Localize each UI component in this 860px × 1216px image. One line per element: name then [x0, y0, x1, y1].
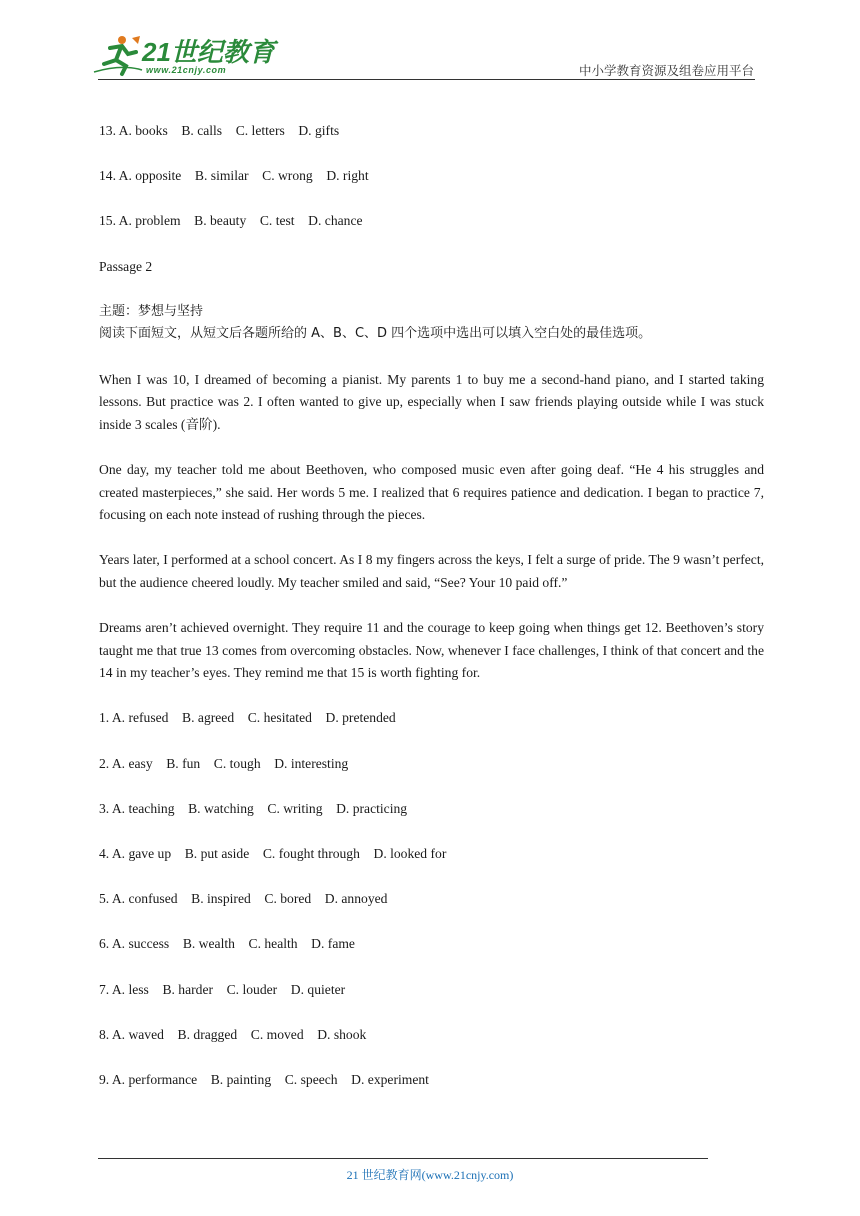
question-options-8: 8. A. waved B. dragged C. moved D. shook: [99, 1026, 367, 1042]
question-options-4: 4. A. gave up B. put aside C. fought through D. looked for: [99, 846, 447, 861]
option-line-14: 14. A. opposite B. similar C. wrong D. right: [99, 168, 369, 184]
question-options-1: 1. A. refused B. agreed C. hesitated D. pretended: [99, 710, 396, 726]
option-line-13: 13. A. books B. calls C. letters D. gifts: [99, 123, 340, 138]
document-body: [99, 120, 764, 1114]
question-options-6: 6. A. success B. wealth C. health D. fame: [99, 936, 355, 952]
passage-label: Passage 2: [99, 258, 153, 274]
passage-instruction: 阅读下面短文，从短文后各题所给的 A、B、C、D 四个选项中选出可以填入空白处的最佳选项。: [99, 326, 652, 342]
footer-divider: [98, 1158, 708, 1159]
question-options-3: 3. A. teaching B. watching C. writing D. practicing: [99, 800, 408, 816]
passage-theme: 主题：梦想与坚持: [99, 303, 204, 319]
header-tagline: 中小学教育资源及组卷应用平台: [578, 63, 754, 78]
passage-paragraph-4: Dreams aren’t achieved overnight. They require 11 and the courage to keep going when things get 12. Beethoven’s story taught me that true 13 comes from overcoming obstacles. Now, whenever I face challenges, I think of that concert and the 14 in my teacher’s eyes. They remind me that 15 is worth fighting for.: [99, 620, 764, 681]
question-options-9: 9. A. performance B. painting C. speech D. experiment: [99, 1071, 429, 1087]
logo-url: www.21cnjy.com: [146, 65, 227, 75]
page-header: [0, 0, 860, 90]
header-divider: [98, 79, 755, 80]
passage-paragraph-3: Years later, I performed at a school concert. As I 8 my fingers across the keys, I felt a surge of pride. The 9 wasn’t perfect, but the audience cheered loudly. My teacher smiled and said, “See? Your 10 paid off.”: [99, 552, 764, 590]
question-options-7: 7. A. less B. harder C. louder D. quieter: [99, 981, 346, 997]
footer-link[interactable]: 21 世纪教育网(www.21cnjy.com): [346, 1168, 514, 1182]
question-options-5: 5. A. confused B. inspired C. bored D. annoyed: [99, 891, 388, 907]
passage-paragraph-2: One day, my teacher told me about Beethoven, who composed music even after going deaf. “He 4 his struggles and created masterpieces,” she said. Her words 5 me. I realized that 6 requires patience and dedication. I began to practice 7, focusing on each note instead of rushing through the pieces.: [99, 461, 764, 523]
passage-paragraph-1: When I was 10, I dreamed of becoming a pianist. My parents 1 to buy me a second-hand piano, and I started taking lessons. But practice was 2. I often wanted to give up, especially when I saw friends playing outside while I was stuck inside 3 scales (音阶).: [99, 371, 764, 432]
logo-text: 21世纪教育: [142, 37, 275, 67]
option-line-15: 15. A. problem B. beauty C. test D. chance: [99, 213, 363, 229]
question-options-2: 2. A. easy B. fun C. tough D. interesting: [99, 755, 349, 771]
